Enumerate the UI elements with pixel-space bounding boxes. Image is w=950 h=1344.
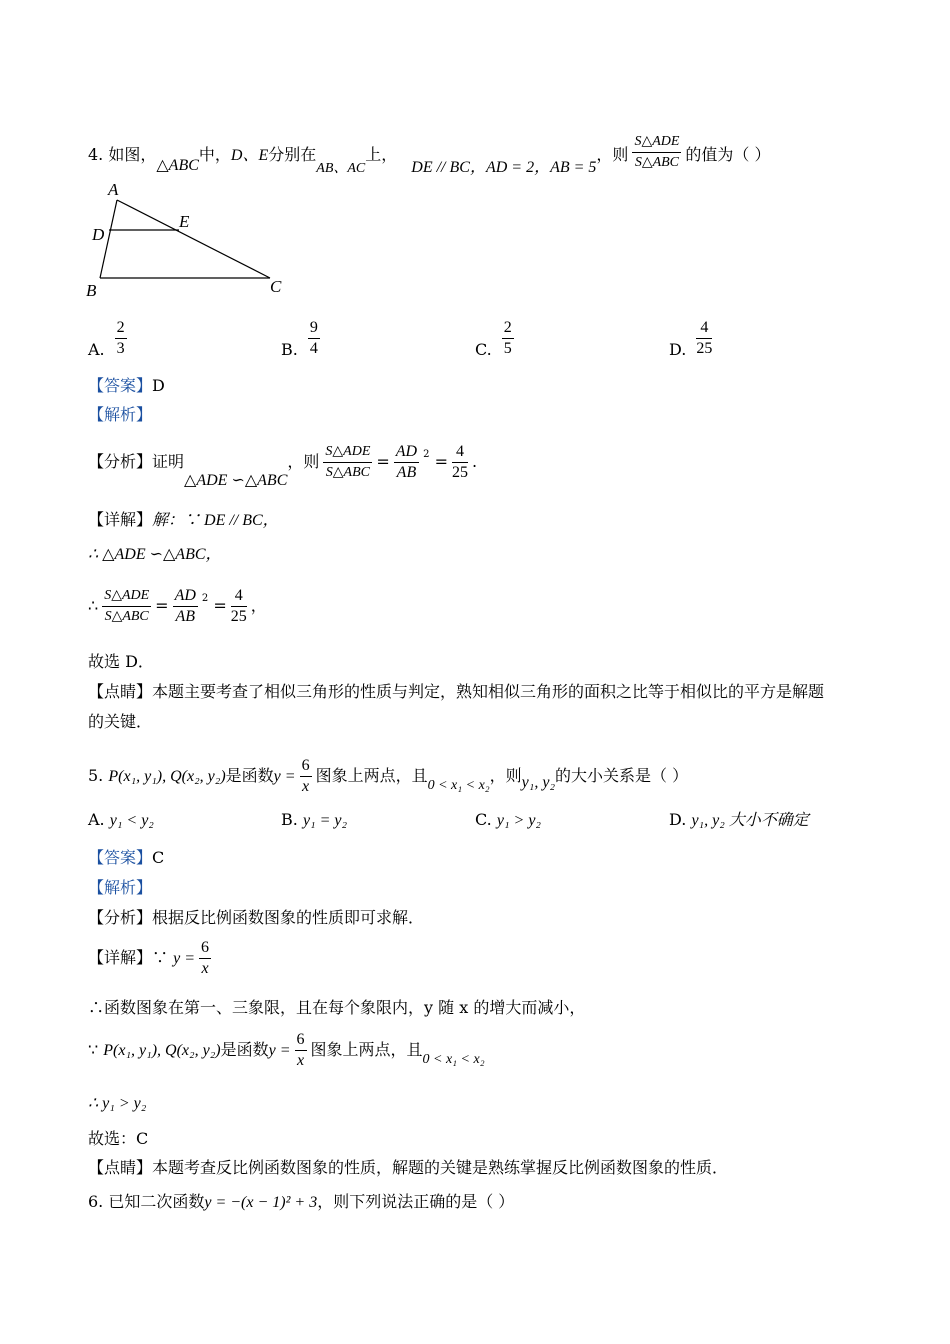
q5-options <box>88 810 868 832</box>
q4-option-c[interactable]: C. $\frac{2}{5}$ <box>475 319 512 359</box>
q5-option-a[interactable]: A. y₁ < y₂ <box>88 810 154 829</box>
q5-detail-1: 【详解】∵ y = $\frac{6}{x}$ <box>88 939 210 977</box>
side-ac <box>117 200 270 278</box>
q4-analysis-heading: 【解析】 <box>88 405 153 424</box>
q4-dianjing-1: 【点睛】本题主要考查了相似三角形的性质与判定，熟知相似三角形的面积之比等于相似比的平方是解题 <box>88 682 825 701</box>
q4-answer: 【答案】D <box>88 376 165 395</box>
label-b: B <box>86 281 97 300</box>
q4-dianjing-2: 的关键． <box>88 712 153 731</box>
q4-options <box>88 318 868 362</box>
q5-analysis-heading: 【解析】 <box>88 878 153 897</box>
q5-answer: 【答案】C <box>88 848 165 867</box>
q5-detail-4: ∴ y₁ > y₂ <box>88 1095 147 1112</box>
label-c: C <box>270 277 282 296</box>
q5-choose: 故选：C <box>88 1129 149 1148</box>
q4-detail-3: ∴ $\frac{\text{S△ADE}}{\text{S△ABC}}$ = $\frac{AD}{AB}$ $^2$ = $\frac{4}{25}$ ， <box>88 587 267 625</box>
q5-option-d[interactable]: D. y₁, y₂ 大小不确定 <box>669 810 809 829</box>
q5-stem: 5. P(x₁, y₁), Q(x₂, y₂)是函数y = $\frac{6}{x}$ 图象上两点，且0 < x₁ < x₂，则y₁, y₂的大小关系是（ ） <box>88 757 689 795</box>
q5-detail-2: ∴函数图象在第一、三象限，且在每个象限内，y 随 x 的增大而减小， <box>88 998 586 1017</box>
q4-detail-2: ∴ △ADE ∽△ABC， <box>88 546 222 563</box>
q4-choose: 故选 D． <box>88 652 154 671</box>
q5-option-c[interactable]: C. y₁ > y₂ <box>475 810 541 829</box>
q4-detail-1: 【详解】解：∵ DE // BC， <box>88 510 279 529</box>
q4-option-b[interactable]: B. $\frac{9}{4}$ <box>281 319 318 359</box>
q5-dianjing: 【点睛】本题考查反比例函数图象的性质，解题的关键是熟练掌握反比例函数图象的性质． <box>88 1158 729 1177</box>
q4-fenxi: 【分析】证明△ADE ∽△ABC，则 $\frac{\text{S△ADE}}{\text{S△ABC}}$ = $\frac{AD}{AB}$ $^2$ = $\frac{4}{25}$ . <box>88 443 478 489</box>
q5-option-b[interactable]: B. y₁ = y₂ <box>281 810 348 829</box>
triangle-figure <box>84 178 294 302</box>
q4-option-d[interactable]: D. $\frac{4}{25}$ <box>669 319 713 359</box>
q4-stem: 4. 如图，△ABC中，D、E分别在AB、AC上，DE // BC，AD = 2，AB = 5，则 $\frac{\text{S△ADE}}{\text{S△ABC}}$ 的值为（ ） <box>88 134 771 176</box>
label-d: D <box>92 225 105 244</box>
q5-fenxi: 【分析】根据反比例函数图象的性质即可求解． <box>88 908 425 927</box>
q4-option-a[interactable]: A. $\frac{2}{3}$ <box>88 319 125 359</box>
q5-detail-3: ∵ P(x₁, y₁), Q(x₂, y₂)是函数y = $\frac{6}{x}$ 图象上两点，且0 < x₁ < x₂ <box>88 1031 485 1069</box>
label-e: E <box>179 212 190 231</box>
label-a: A <box>108 180 119 199</box>
q6-stem: 6. 已知二次函数y = −(x − 1)² + 3，则下列说法正确的是（ ） <box>88 1192 515 1211</box>
